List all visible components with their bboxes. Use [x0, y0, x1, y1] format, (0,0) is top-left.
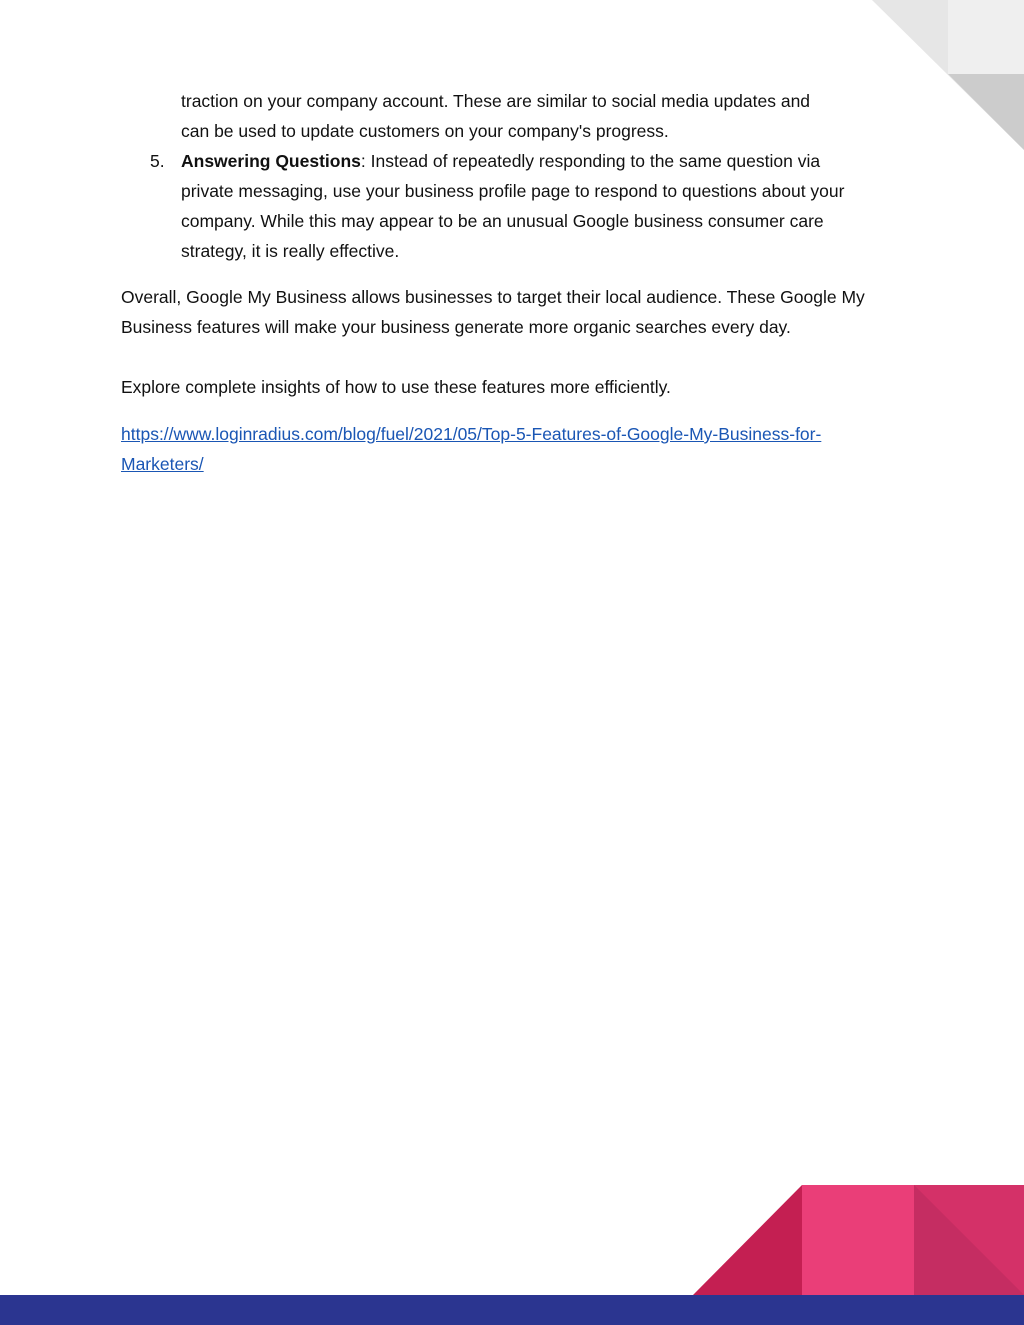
list-continuation-line-1: traction on your company account. These are similar to social media updates and	[181, 91, 811, 111]
list-continuation-line-2: can be used to update customers on your company's progress.	[181, 121, 669, 141]
explore-line: Explore complete insights of how to use these features more efficiently.	[121, 377, 671, 397]
list-item-5-line-3: company. While this may appear to be an unusual Google business consumer care	[181, 211, 824, 231]
list-number-5: 5.	[150, 151, 165, 171]
footer-band	[0, 1295, 1024, 1325]
corner-decoration-bottom	[0, 1180, 1024, 1325]
list-item-5-first-line-rest: : Instead of repeatedly responding to the same question via	[360, 151, 821, 171]
list-item-5-line-1	[181, 146, 820, 176]
crimson-triangle	[693, 1185, 802, 1295]
list-item-5-line-4: strategy, it is really effective.	[181, 241, 400, 261]
list-item-5-title: Answering Questions	[181, 151, 361, 171]
grey-square	[948, 0, 1024, 74]
overall-paragraph-line-2: Business features will make your business generate more organic searches every day.	[121, 317, 791, 337]
overall-paragraph-line-1: Overall, Google My Business allows businesses to target their local audience. These Google My	[121, 287, 865, 307]
article-link-line-1[interactable]: https://www.loginradius.com/blog/fuel/2021/05/Top-5-Features-of-Google-My-Business-for-	[121, 424, 822, 444]
pink-block	[802, 1185, 914, 1295]
list-item-5-line-2: private messaging, use your business profile page to respond to questions about your	[181, 181, 845, 201]
article-link-line-2[interactable]: Marketers/	[121, 454, 204, 474]
